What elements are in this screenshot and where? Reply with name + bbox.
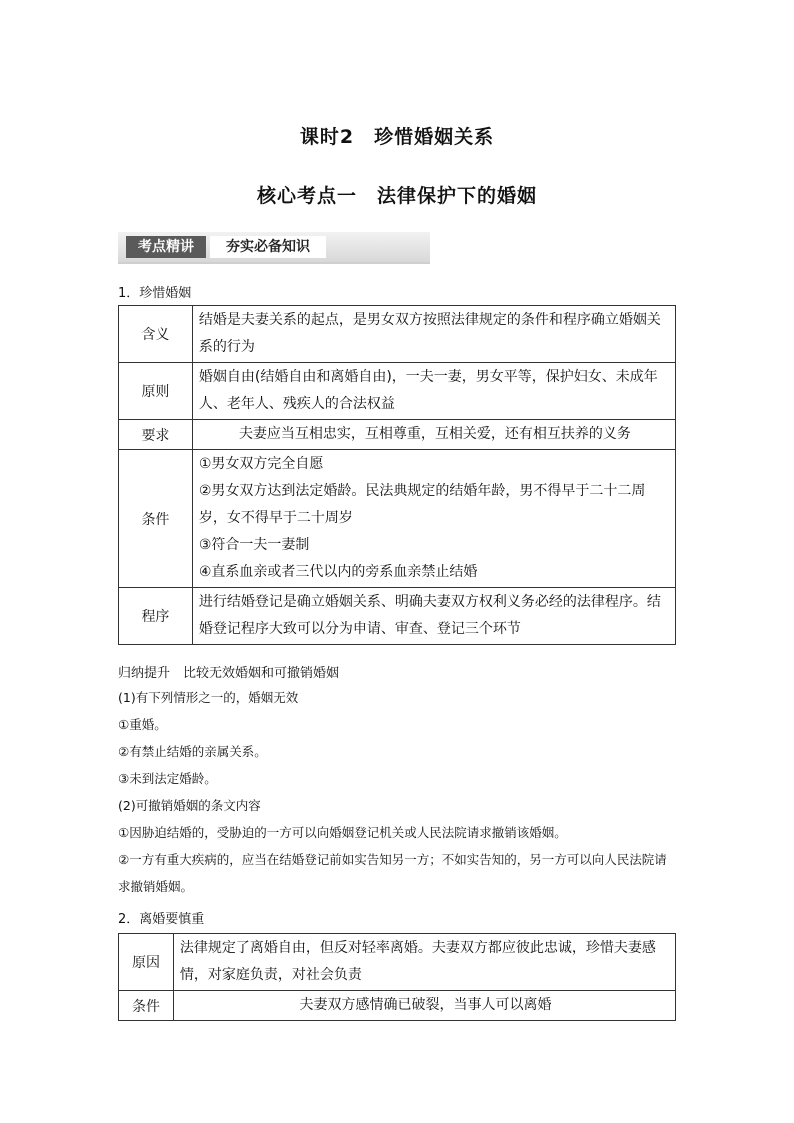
part2-heading: 2．离婚要慎重	[118, 912, 205, 927]
table-row	[119, 420, 676, 450]
summary-line: (1)有下列情形之一的，婚姻无效	[118, 690, 299, 705]
section-title: 核心考点一 法律保护下的婚姻	[256, 185, 537, 207]
table-row	[119, 588, 676, 645]
summary-line: ③未到法定婚龄。	[118, 771, 217, 786]
summary-body	[118, 684, 678, 900]
row-content: 进行结婚登记是确立婚姻关系、明确夫妻双方权利义务必经的法律程序。结婚登记程序大致可以分为申请、审查、登记三个环节	[192, 588, 675, 645]
summary-line: ①重婚。	[118, 717, 167, 732]
section-banner	[118, 232, 430, 264]
row-content	[192, 450, 675, 588]
table-row	[119, 991, 676, 1021]
marriage-table	[118, 305, 676, 645]
table-row	[119, 306, 676, 363]
row-label: 程序	[119, 588, 193, 645]
condition-item: ④直系血亲或者三代以内的旁系血亲禁止结婚	[198, 564, 478, 580]
row-label: 原则	[119, 363, 193, 420]
row-content: 夫妻双方感情确已破裂，当事人可以离婚	[173, 991, 675, 1021]
row-label: 要求	[119, 420, 193, 450]
divorce-table	[118, 933, 676, 1021]
row-content: 婚姻自由(结婚自由和离婚自由)，一夫一妻，男女平等，保护妇女、未成年人、老年人、残疾人的合法权益	[192, 363, 675, 420]
row-content: 法律规定了离婚自由，但反对轻率离婚。夫妻双方都应彼此忠诚，珍惜夫妻感情，对家庭负责，对社会负责	[173, 934, 675, 991]
condition-item: ①男女双方完全自愿	[198, 456, 324, 472]
summary-line: ②一方有重大疾病的，应当在结婚登记前如实告知另一方；不如实告知的，另一方可以向人民法院请求撤销婚姻。	[118, 852, 667, 894]
banner-tag: 考点精讲	[126, 236, 206, 258]
summary-line: (2)可撤销婚姻的条文内容	[118, 798, 261, 813]
summary-line: ②有禁止结婚的亲属关系。	[118, 744, 267, 759]
row-label: 原因	[119, 934, 174, 991]
row-label: 条件	[119, 450, 193, 588]
row-content: 结婚是夫妻关系的起点，是男女双方按照法律规定的条件和程序确立婚姻关系的行为	[192, 306, 675, 363]
row-label: 条件	[119, 991, 174, 1021]
summary-heading: 归纳提升 比较无效婚姻和可撤销婚姻	[118, 666, 340, 681]
summary-line: ①因胁迫结婚的，受胁迫的一方可以向婚姻登记机关或人民法院请求撤销该婚姻。	[118, 825, 567, 840]
table-row	[119, 934, 676, 991]
part1-heading: 1．珍惜婚姻	[118, 286, 192, 301]
row-content: 夫妻应当互相忠实，互相尊重，互相关爱，还有相互扶养的义务	[192, 420, 675, 450]
banner-subtitle: 夯实必备知识	[210, 236, 326, 258]
row-label: 含义	[119, 306, 193, 363]
lesson-title: 课时2 珍惜婚姻关系	[299, 126, 495, 148]
condition-item: ②男女双方达到法定婚龄。民法典规定的结婚年龄，男不得早于二十二周岁，女不得早于二十周岁	[198, 483, 646, 526]
table-row	[119, 363, 676, 420]
table-row	[119, 450, 676, 588]
condition-item: ③符合一夫一妻制	[198, 537, 310, 553]
